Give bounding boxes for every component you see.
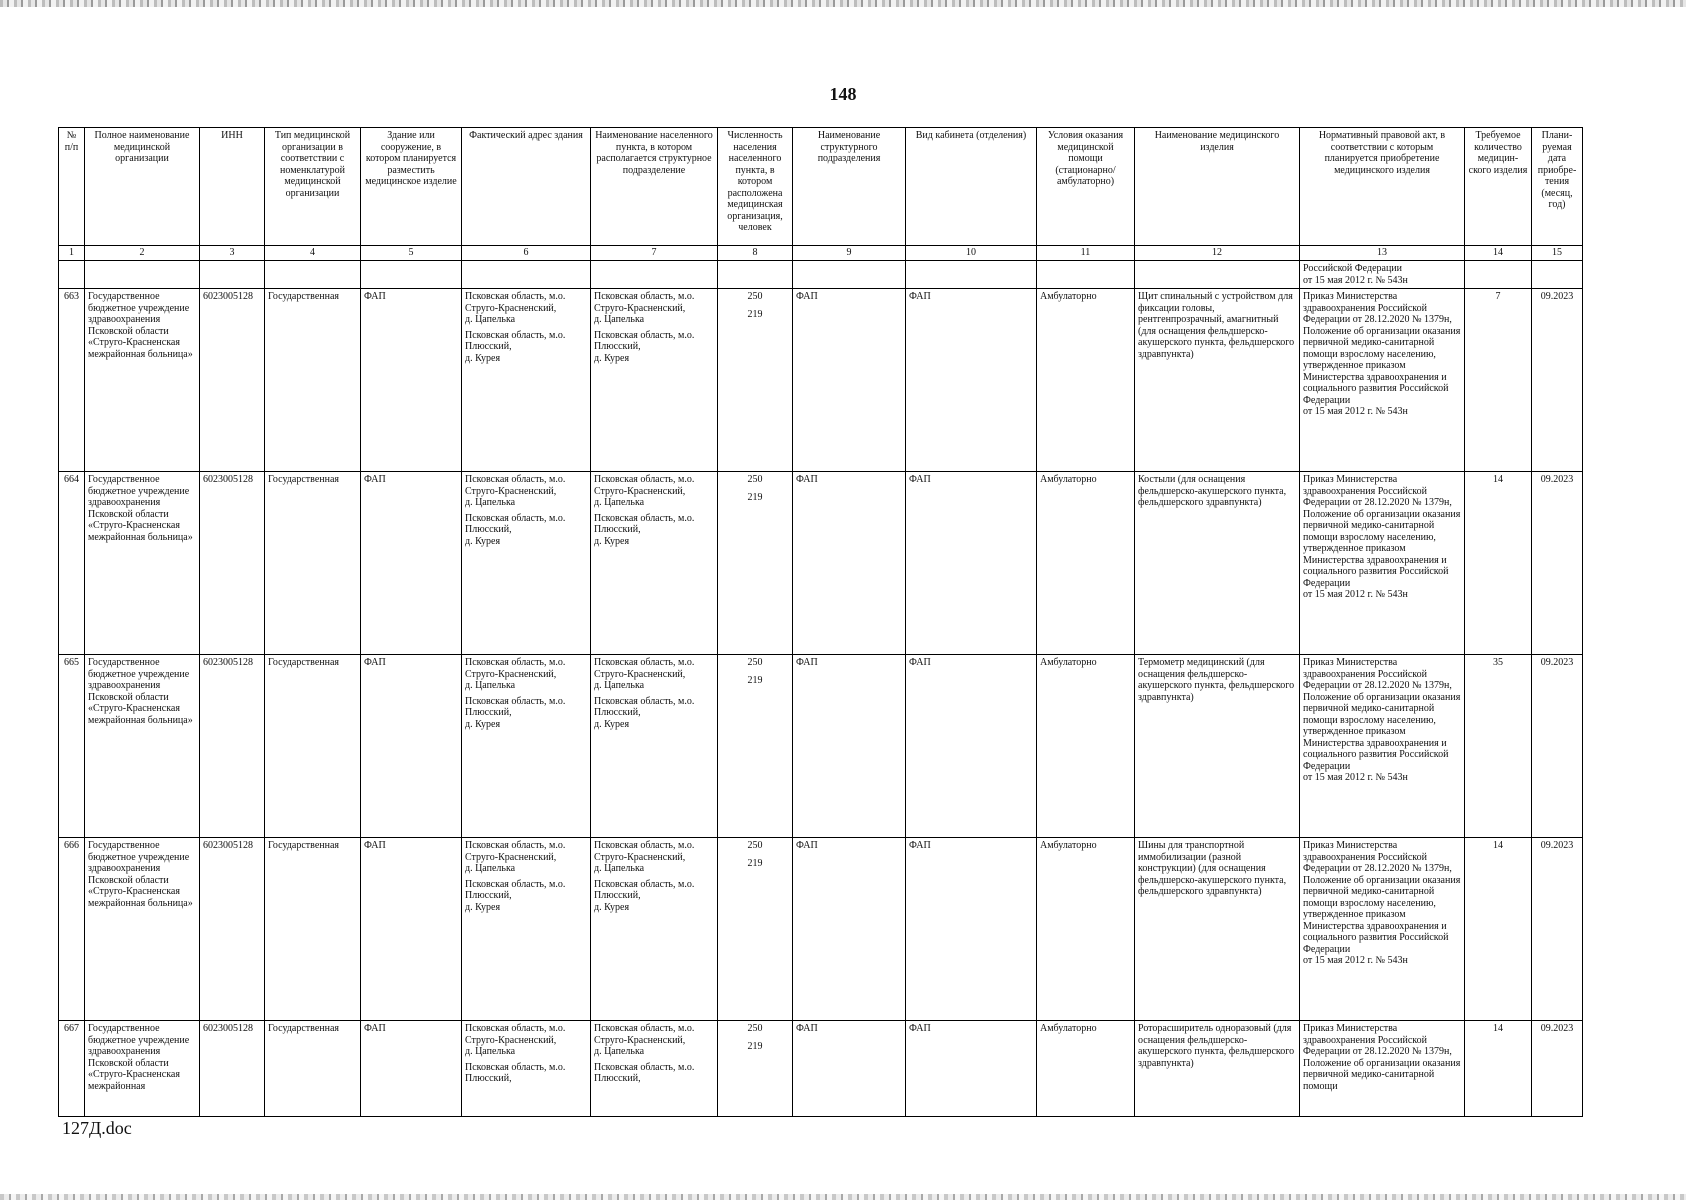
cabinet-type: ФАП [906,655,1037,838]
locality-part: Псковская область, м.о. Струго-Красненский, д. Цапелька [594,657,695,691]
column-number: 15 [1532,246,1583,261]
organization-type: Государственная [265,472,361,655]
continuation-row [59,261,1583,289]
quantity: 35 [1465,655,1532,838]
population-value: 219 [747,674,763,686]
inn: 6023005128 [200,1021,265,1117]
locality-part: Псковская область, м.о. Струго-Красненский, д. Цапелька [594,840,695,874]
column-number: 9 [793,246,906,261]
population-value: 250 [747,291,763,302]
header-cell: Условия оказания медицинской помощи (стационарно/ амбулаторно) [1037,128,1135,246]
cabinet-type: ФАП [906,472,1037,655]
header-cell: Нормативный правовой акт, в соответствии с которым планируется приобретение медицинского изделия [1300,128,1465,246]
address-part: Псковская область, м.о. Плюсский, [465,1061,566,1084]
header-cell: ИНН [200,128,265,246]
device-name: Роторасширитель одноразовый (для оснащения фельдшерско-акушерского пункта, фельдшерского здравпункта) [1135,1021,1300,1117]
header-row [59,128,1583,246]
organization-type: Государственная [265,838,361,1021]
continuation-act-cell: Российской Федерации от 15 мая 2012 г. № 543н [1300,261,1465,289]
locality-part: Псковская область, м.о. Струго-Красненский, д. Цапелька [594,291,695,325]
legal-act: Приказ Министерства здравоохранения Российской Федерации от 28.12.2020 № 1379н, Положение об организации оказания первичной медико-санитарной помощи взрослому населению, утвержденное приказом Министерства здравоохранения и социального развития Российской Федерации от 15 мая 2012 г. № 543н [1300,289,1465,472]
inn: 6023005128 [200,838,265,1021]
column-number: 6 [462,246,591,261]
legal-act: Приказ Министерства здравоохранения Российской Федерации от 28.12.2020 № 1379н, Положение об организации оказания первичной медико-санитарной помощи взрослому населению, утвержденное приказом Министерства здравоохранения и социального развития Российской Федерации от 15 мая 2012 г. № 543н [1300,838,1465,1021]
population-value: 250 [747,657,763,668]
header-cell: Фактический адрес здания [462,128,591,246]
population-value: 219 [747,1040,763,1052]
planned-date: 09.2023 [1532,472,1583,655]
address-part: Псковская область, м.о. Струго-Красненский, д. Цапелька [465,1023,566,1057]
column-number: 2 [85,246,200,261]
column-number: 11 [1037,246,1135,261]
organization-type: Государственная [265,289,361,472]
population-cell [718,1021,793,1117]
row-number: 667 [59,1021,85,1117]
locality-part: Псковская область, м.о. Плюсский, д. Курея [594,329,695,364]
building: ФАП [361,1021,462,1117]
structural-unit: ФАП [793,1021,906,1117]
column-number: 8 [718,246,793,261]
population-value: 250 [747,840,763,851]
care-conditions: Амбулаторно [1037,1021,1135,1117]
scan-edge-top [0,0,1686,7]
column-number: 12 [1135,246,1300,261]
inn: 6023005128 [200,472,265,655]
address-part: Псковская область, м.о. Струго-Красненский, д. Цапелька [465,474,566,508]
table-row [59,655,1583,838]
population-cell [718,655,793,838]
column-number: 5 [361,246,462,261]
cabinet-type: ФАП [906,289,1037,472]
care-conditions: Амбулаторно [1037,289,1135,472]
header-cell: Вид кабинета (отделения) [906,128,1037,246]
locality-part: Псковская область, м.о. Плюсский, д. Курея [594,695,695,730]
care-conditions: Амбулаторно [1037,838,1135,1021]
organization-name: Государственное бюджетное учреждение здравоохранения Псковской области «Струго-Красненская межрайонная больница» [85,655,200,838]
locality-cell [591,472,718,655]
column-number: 4 [265,246,361,261]
population-cell [718,472,793,655]
population-value: 250 [747,474,763,485]
organization-name: Государственное бюджетное учреждение здравоохранения Псковской области «Струго-Красненская межрайонная больница» [85,289,200,472]
address-cell [462,655,591,838]
population-value: 219 [747,308,763,320]
structural-unit: ФАП [793,289,906,472]
table-row [59,1021,1583,1117]
building: ФАП [361,655,462,838]
device-name: Термометр медицинский (для оснащения фельдшерско-акушерского пункта, фельдшерского здравпункта) [1135,655,1300,838]
locality-part: Псковская область, м.о. Струго-Красненский, д. Цапелька [594,474,695,508]
quantity: 7 [1465,289,1532,472]
column-number: 13 [1300,246,1465,261]
quantity: 14 [1465,1021,1532,1117]
cabinet-type: ФАП [906,838,1037,1021]
column-number: 3 [200,246,265,261]
care-conditions: Амбулаторно [1037,472,1135,655]
population-cell [718,289,793,472]
header-cell: Наименование структурного подразделения [793,128,906,246]
locality-cell [591,838,718,1021]
organization-name: Государственное бюджетное учреждение здравоохранения Псковской области «Струго-Красненская межрайонная больница» [85,472,200,655]
device-name: Костыли (для оснащения фельдшерско-акушерского пункта, фельдшерского здравпункта) [1135,472,1300,655]
table-row [59,838,1583,1021]
header-cell: Наименование медицинского изделия [1135,128,1300,246]
legal-act: Приказ Министерства здравоохранения Российской Федерации от 28.12.2020 № 1379н, Положение об организации оказания первичной медико-санитарной помощи [1300,1021,1465,1117]
row-number: 665 [59,655,85,838]
locality-cell [591,1021,718,1117]
column-number: 14 [1465,246,1532,261]
locality-cell [591,655,718,838]
structural-unit: ФАП [793,838,906,1021]
structural-unit: ФАП [793,655,906,838]
address-part: Псковская область, м.о. Струго-Красненский, д. Цапелька [465,657,566,691]
document-filename: 127Д.doc [62,1118,132,1138]
row-number: 663 [59,289,85,472]
address-cell [462,472,591,655]
legal-act: Приказ Министерства здравоохранения Российской Федерации от 28.12.2020 № 1379н, Положение об организации оказания первичной медико-санитарной помощи взрослому населению, утвержденное приказом Министерства здравоохранения и социального развития Российской Федерации от 15 мая 2012 г. № 543н [1300,655,1465,838]
row-number: 664 [59,472,85,655]
page-number: 148 [829,84,857,104]
header-cell: Полное наименование медицинской организации [85,128,200,246]
header-cell: Численность населения населенного пункта, в котором расположена медицинская организация, человек [718,128,793,246]
header-cell: Здание или сооружение, в котором планируется разместить медицинское изделие [361,128,462,246]
building: ФАП [361,472,462,655]
table-row [59,289,1583,472]
table-row [59,472,1583,655]
planned-date: 09.2023 [1532,655,1583,838]
legal-act: Приказ Министерства здравоохранения Российской Федерации от 28.12.2020 № 1379н, Положение об организации оказания первичной медико-санитарной помощи взрослому населению, утвержденное приказом Министерства здравоохранения и социального развития Российской Федерации от 15 мая 2012 г. № 543н [1300,472,1465,655]
locality-part: Псковская область, м.о. Плюсский, д. Курея [594,878,695,913]
address-cell [462,1021,591,1117]
device-name: Щит спинальный с устройством для фиксации головы, рентгенпрозрачный, амагнитный (для оснащения фельдшерско-акушерского пункта, фельдшерского здравпункта) [1135,289,1300,472]
building: ФАП [361,838,462,1021]
building: ФАП [361,289,462,472]
address-part: Псковская область, м.о. Струго-Красненский, д. Цапелька [465,291,566,325]
population-value: 250 [747,1023,763,1034]
locality-part: Псковская область, м.о. Плюсский, д. Курея [594,512,695,547]
address-part: Псковская область, м.о. Струго-Красненский, д. Цапелька [465,840,566,874]
planned-date: 09.2023 [1532,1021,1583,1117]
column-number-row [59,246,1583,261]
structural-unit: ФАП [793,472,906,655]
address-part: Псковская область, м.о. Плюсский, д. Курея [465,878,566,913]
column-number: 7 [591,246,718,261]
locality-part: Псковская область, м.о. Струго-Красненский, д. Цапелька [594,1023,695,1057]
address-part: Псковская область, м.о. Плюсский, д. Курея [465,329,566,364]
header-cell: Плани-руемая дата приобре-тения (месяц, год) [1532,128,1583,246]
header-cell: Тип медицинской организации в соответствии с номенклатурой медицинской организации [265,128,361,246]
address-part: Псковская область, м.о. Плюсский, д. Курея [465,695,566,730]
planned-date: 09.2023 [1532,289,1583,472]
population-value: 219 [747,857,763,869]
row-number: 666 [59,838,85,1021]
header-cell: № п/п [59,128,85,246]
header-cell: Требуемое количество медицин-ского изделия [1465,128,1532,246]
locality-cell [591,289,718,472]
header-cell: Наименование населенного пункта, в котором располагается структурное подразделение [591,128,718,246]
organization-type: Государственная [265,1021,361,1117]
address-part: Псковская область, м.о. Плюсский, д. Курея [465,512,566,547]
locality-part: Псковская область, м.о. Плюсский, [594,1061,695,1084]
planned-date: 09.2023 [1532,838,1583,1021]
inn: 6023005128 [200,289,265,472]
cabinet-type: ФАП [906,1021,1037,1117]
scan-edge-bottom [0,1194,1686,1200]
organization-type: Государственная [265,655,361,838]
inn: 6023005128 [200,655,265,838]
quantity: 14 [1465,472,1532,655]
column-number: 10 [906,246,1037,261]
quantity: 14 [1465,838,1532,1021]
device-name: Шины для транспортной иммобилизации (разной конструкции) (для оснащения фельдшерско-акушерского пункта, фельдшерского здравпункта) [1135,838,1300,1021]
population-value: 219 [747,491,763,503]
registry-table [58,127,1583,1117]
organization-name: Государственное бюджетное учреждение здравоохранения Псковской области «Струго-Красненская межрайонная [85,1021,200,1117]
address-cell [462,838,591,1021]
population-cell [718,838,793,1021]
address-cell [462,289,591,472]
column-number: 1 [59,246,85,261]
care-conditions: Амбулаторно [1037,655,1135,838]
organization-name: Государственное бюджетное учреждение здравоохранения Псковской области «Струго-Красненская межрайонная больница» [85,838,200,1021]
